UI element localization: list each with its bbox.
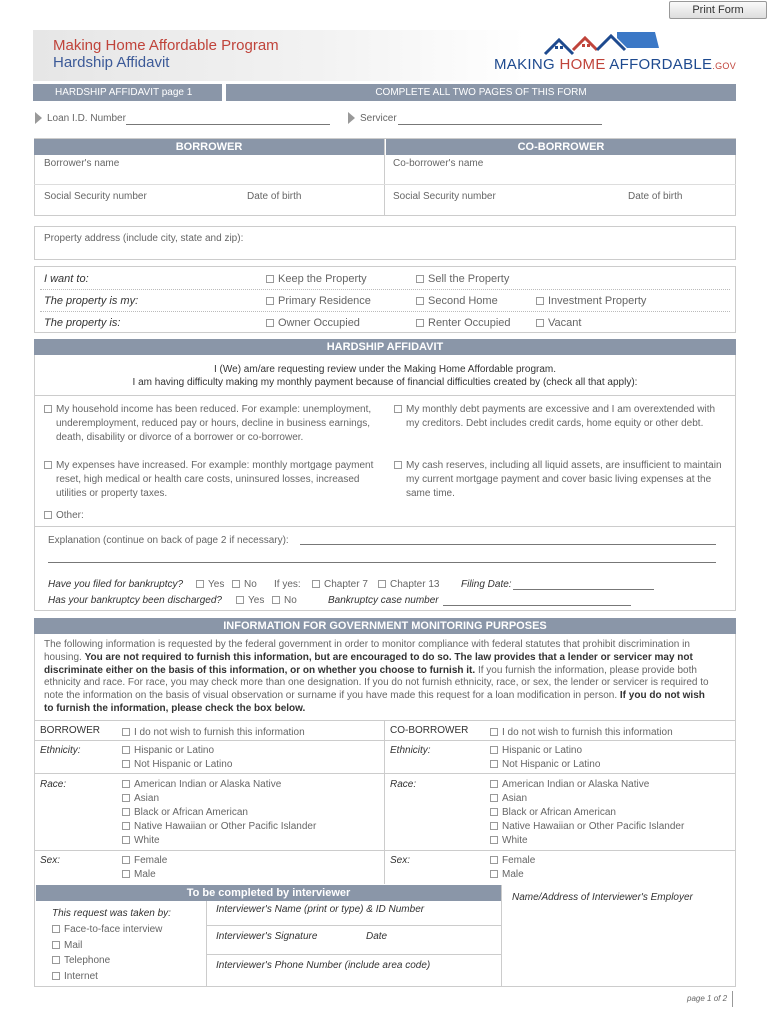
explanation-field-2[interactable]: [48, 562, 716, 563]
bankruptcy-yes-checkbox[interactable]: Yes: [196, 579, 224, 590]
investment-property-checkbox[interactable]: Investment Property: [536, 295, 646, 307]
bankruptcy-case-label: Bankruptcy case number: [328, 595, 439, 606]
divider: [206, 954, 501, 955]
coborrower-race-options[interactable]: American Indian or Alaska Native Asian Black or African American Native Hawaiian or Other Pacific Islander White: [490, 778, 684, 848]
divider: [34, 720, 736, 721]
coborrower-no-furnish-checkbox[interactable]: I do not wish to furnish this information: [490, 727, 673, 738]
borrower-sex-label: Sex:: [40, 855, 61, 866]
divider: [34, 850, 736, 851]
explanation-label: Explanation (continue on back of page 2 if necessary):: [48, 535, 289, 546]
interviewer-heading: To be completed by interviewer: [36, 885, 501, 901]
borrower-dob-field[interactable]: Date of birth: [247, 191, 302, 202]
second-home-checkbox[interactable]: Second Home: [416, 295, 498, 307]
servicer-field[interactable]: [398, 124, 602, 125]
page-indicator-bar: HARDSHIP AFFIDAVIT page 1: [33, 84, 222, 101]
loan-id-label: Loan I.D. Number: [47, 113, 126, 124]
coborrower-name-field[interactable]: Co-borrower's name: [393, 158, 484, 169]
filing-date-label: Filing Date:: [461, 579, 512, 590]
keep-property-checkbox[interactable]: Keep the Property: [266, 273, 367, 285]
bankruptcy-discharged-label: Has your bankruptcy been discharged?: [48, 595, 222, 606]
divider: [34, 184, 736, 185]
borrower-race-label: Race:: [40, 779, 67, 790]
hardship-debt-excessive-checkbox[interactable]: My monthly debt payments are excessive and I am overextended with my creditors. Debt includes credit cards, home equity or other debt.: [394, 403, 734, 431]
arrow-right-icon: [35, 112, 42, 124]
bankruptcy-filed-label: Have you filed for bankruptcy?: [48, 579, 184, 590]
divider: [384, 139, 385, 216]
divider: [40, 311, 730, 312]
monitoring-notice: The following information is requested by the federal government in order to monitor compliance with federal statutes that prohibit discrimination in housing. You are not required to furnish this information, but are encouraged to do so. The law provides that a lender or servicer may not discriminate either on the basis of this information, or on whether you choose to furnish it. If you furnish the information, please provide both ethnicity and race. For race, you may check more than one designation. If you do not furnish ethnicity, race, or sex, the lender or servicer is required to note the information on the basis of visual observation or surname if you have made this request for a loan modification in person. If you do not wish to furnish the information, please check the box below.: [44, 639, 709, 714]
houses-logo-icon: [543, 32, 661, 56]
property-is-label: The property is:: [44, 317, 121, 329]
hardship-intro-2: I am having difficulty making my monthly payment because of financial difficulties created by (check all that apply):: [132, 377, 638, 388]
if-yes-label: If yes:: [274, 579, 301, 590]
coborrower-race-label: Race:: [390, 779, 417, 790]
hardship-cash-reserves-checkbox[interactable]: My cash reserves, including all liquid assets, are insufficient to maintain my current mortgage payment and cover basic living expenses at the same time.: [394, 459, 734, 501]
primary-residence-checkbox[interactable]: Primary Residence: [266, 295, 371, 307]
borrower-race-options[interactable]: American Indian or Alaska Native Asian Black or African American Native Hawaiian or Other Pacific Islander White: [122, 778, 316, 848]
sell-property-checkbox[interactable]: Sell the Property: [416, 273, 509, 285]
print-form-button[interactable]: Print Form: [669, 1, 767, 19]
divider: [206, 925, 501, 926]
hardship-other-checkbox[interactable]: Other:: [44, 509, 84, 523]
discharged-no-checkbox[interactable]: No: [272, 595, 297, 606]
hardship-heading: HARDSHIP AFFIDAVIT: [34, 339, 736, 355]
owner-occupied-checkbox[interactable]: Owner Occupied: [266, 317, 360, 329]
want-label: I want to:: [44, 273, 89, 285]
taken-by-options[interactable]: Face-to-face interview Mail Telephone Internet: [52, 922, 162, 984]
property-address-label: Property address (include city, state and zip):: [44, 233, 244, 244]
form-subtitle: Hardship Affidavit: [53, 54, 170, 71]
coborrower-sex-label: Sex:: [390, 855, 411, 866]
divider: [34, 526, 736, 527]
explanation-field[interactable]: [300, 544, 716, 545]
divider: [501, 885, 502, 986]
hardship-expenses-increased-checkbox[interactable]: My expenses have increased. For example: monthly mortgage payment reset, high medical or health care costs, uninsured losses, increased utilities or property taxes.: [44, 459, 384, 501]
coborrower-ethnicity-options[interactable]: Hispanic or Latino Not Hispanic or Latino: [490, 744, 600, 772]
divider: [34, 395, 736, 396]
chapter7-checkbox[interactable]: Chapter 7: [312, 579, 368, 590]
borrower-ssn-field[interactable]: Social Security number: [44, 191, 147, 202]
chapter13-checkbox[interactable]: Chapter 13: [378, 579, 439, 590]
discharged-yes-checkbox[interactable]: Yes: [236, 595, 264, 606]
renter-occupied-checkbox[interactable]: Renter Occupied: [416, 317, 511, 329]
monitoring-heading: INFORMATION FOR GOVERNMENT MONITORING PURPOSES: [34, 618, 736, 634]
page-number: page 1 of 2: [687, 994, 728, 1003]
servicer-label: Servicer: [360, 113, 397, 124]
hardship-income-reduced-checkbox[interactable]: My household income has been reduced. For example: unemployment, underemployment, reduced pay or hours, decline in business earnings, death, disability or divorce of a borrower or co-borrower.: [44, 403, 384, 445]
filing-date-field[interactable]: [513, 589, 654, 590]
borrower-heading: BORROWER: [34, 139, 384, 155]
interviewer-signature-field[interactable]: Interviewer's Signature: [216, 931, 318, 942]
instruction-bar: COMPLETE ALL TWO PAGES OF THIS FORM: [226, 84, 736, 101]
borrower-no-furnish-checkbox[interactable]: I do not wish to furnish this information: [122, 727, 305, 738]
interviewer-name-field[interactable]: Interviewer's Name (print or type) & ID Number: [216, 904, 425, 915]
divider: [40, 289, 730, 290]
program-title: Making Home Affordable Program: [53, 37, 279, 54]
divider: [206, 901, 207, 986]
coborrower-sex-options[interactable]: Female Male: [490, 854, 535, 882]
bankruptcy-no-checkbox[interactable]: No: [232, 579, 257, 590]
coborrower-heading: CO-BORROWER: [386, 139, 736, 155]
coborrower-ssn-field[interactable]: Social Security number: [393, 191, 496, 202]
borrower-ethnicity-options[interactable]: Hispanic or Latino Not Hispanic or Latino: [122, 744, 232, 772]
bankruptcy-case-field[interactable]: [443, 605, 631, 606]
taken-by-label: This request was taken by:: [52, 908, 171, 919]
interviewer-phone-field[interactable]: Interviewer's Phone Number (include area code): [216, 960, 431, 971]
logo-wordmark: MAKING HOME AFFORDABLE.GOV: [494, 56, 737, 73]
loan-id-field[interactable]: [126, 124, 330, 125]
coborrower-dob-field[interactable]: Date of birth: [628, 191, 683, 202]
arrow-right-icon: [348, 112, 355, 124]
coborrower-ethnicity-label: Ethnicity:: [390, 745, 431, 756]
gm-coborrower-label: CO-BORROWER: [390, 725, 469, 736]
gm-borrower-label: BORROWER: [40, 725, 100, 736]
borrower-name-field[interactable]: Borrower's name: [44, 158, 120, 169]
interviewer-employer-field[interactable]: Name/Address of Interviewer's Employer: [512, 892, 693, 903]
borrower-sex-options[interactable]: Female Male: [122, 854, 167, 882]
divider: [34, 773, 736, 774]
divider: [384, 720, 385, 884]
hardship-intro-1: I (We) am/are requesting review under the Making Home Affordable program.: [213, 364, 557, 375]
borrower-ethnicity-label: Ethnicity:: [40, 745, 81, 756]
interviewer-date-field[interactable]: Date: [366, 931, 388, 942]
divider: [732, 991, 733, 1007]
property-is-my-label: The property is my:: [44, 295, 139, 307]
divider: [34, 740, 736, 741]
vacant-checkbox[interactable]: Vacant: [536, 317, 581, 329]
